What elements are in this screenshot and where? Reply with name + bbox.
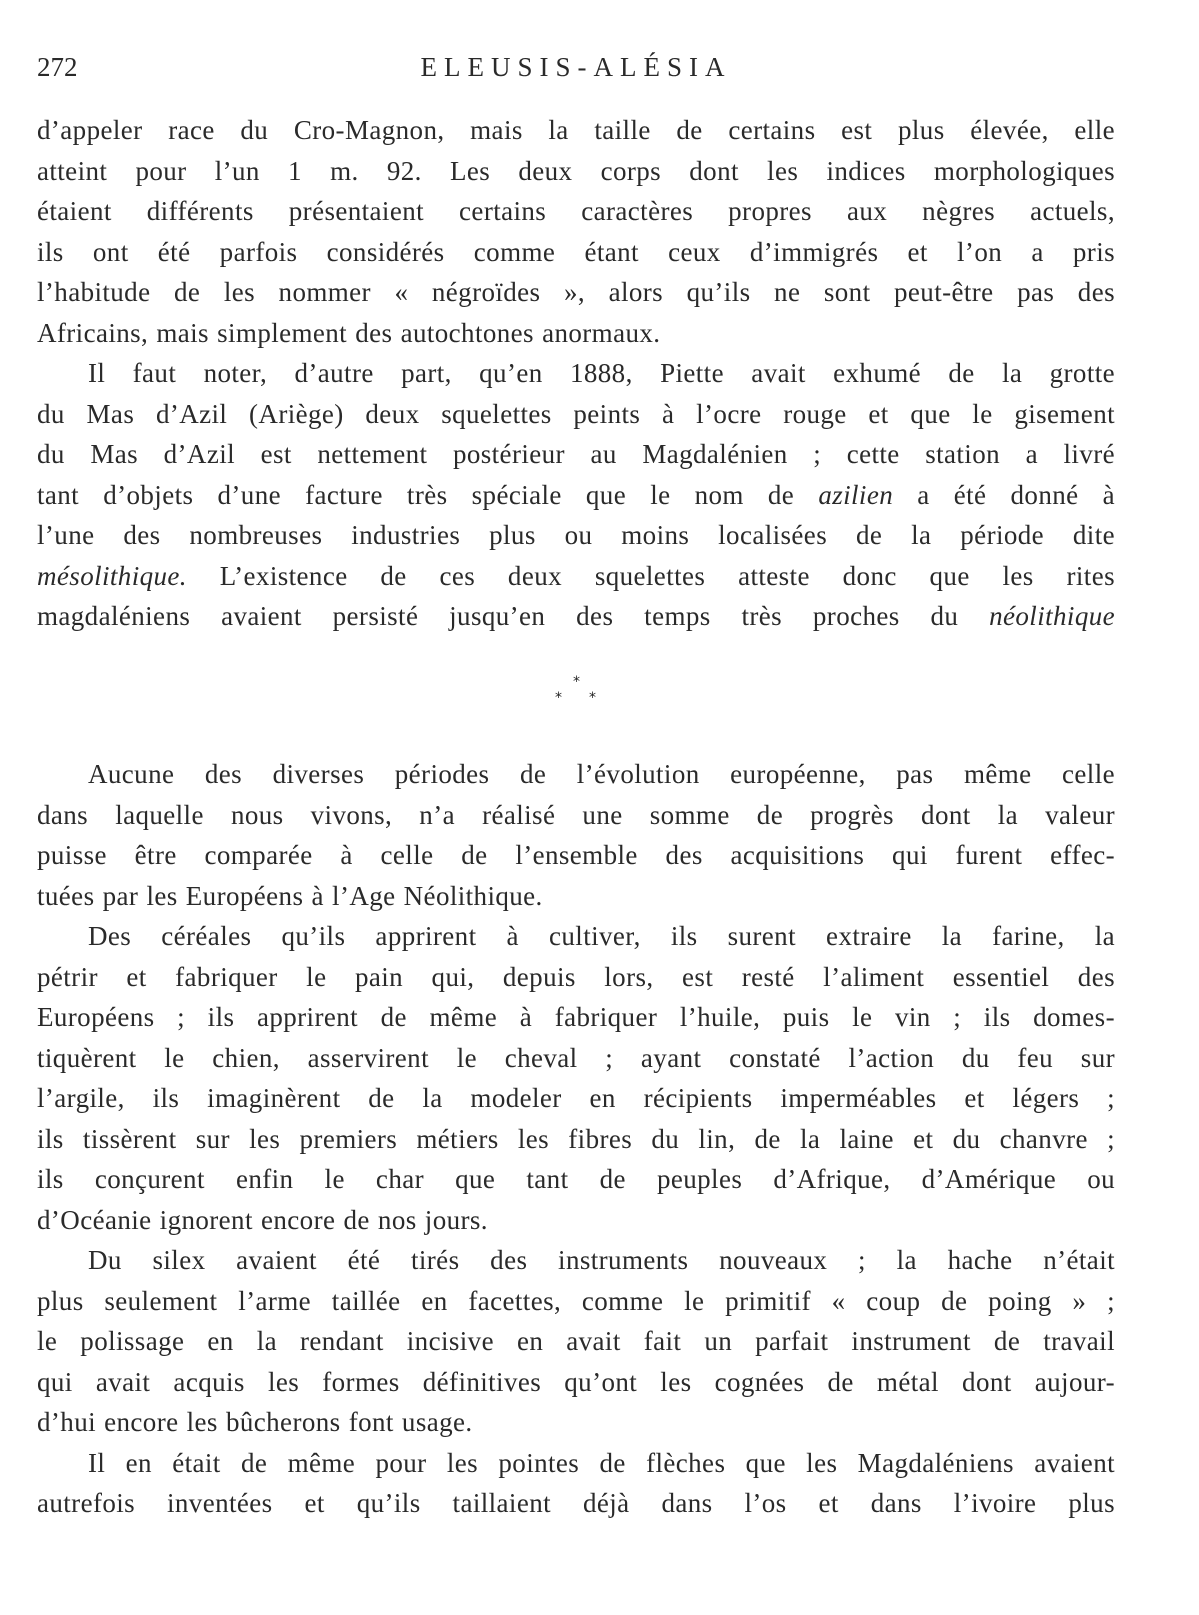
- text-line: autrefois inventées et qu’ils taillaient déjà dans l’os et dans l’ivoire plus: [37, 1488, 1115, 1518]
- text-line: ils tissèrent sur les premiers métiers les fibres du lin, de la laine et du chanvre ;: [37, 1123, 1115, 1154]
- text-line: Il faut noter, d’autre part, qu’en 1888, Piette avait exhumé de la grotte: [88, 358, 1115, 388]
- text-line: Du silex avaient été tirés des instruments nouveaux ; la hache n’était: [88, 1245, 1115, 1275]
- text-line: le polissage en la rendant incisive en avait fait un parfait instrument de travail: [37, 1326, 1115, 1356]
- text-line: du Mas d’Azil est nettement postérieur au Magdalénien ; cette station a livré: [37, 439, 1115, 469]
- text-line: plus seulement l’arme taillée en facettes, comme le primitif « coup de poing » ;: [37, 1285, 1115, 1316]
- asterism-separator: [549, 672, 609, 712]
- text-line: qui avait acquis les formes définitives qu’ont les cognées de métal dont aujour-: [37, 1366, 1115, 1397]
- italic-term: néolithique: [989, 601, 1115, 631]
- text-line: Européens ; ils apprirent de même à fabriquer l’huile, puis le vin ; ils domes-: [37, 1002, 1115, 1032]
- text-line: tuées par les Européens à l’Age Néolithique.: [37, 880, 543, 911]
- text-line: l’habitude de les nommer « négroïdes », alors qu’ils ne sont peut-être pas des: [37, 277, 1115, 307]
- text-line: Des céréales qu’ils apprirent à cultiver, ils surent extraire la farine, la: [88, 921, 1115, 951]
- text-line: Aucune des diverses périodes de l’évolution européenne, pas même celle: [88, 759, 1115, 789]
- page-number: 272: [37, 52, 78, 82]
- text-run: L’existence de ces deux squelettes atteste donc que les rites: [219, 560, 1115, 591]
- text-run: magdaléniens avaient persisté jusqu’en des temps très proches du: [37, 601, 959, 631]
- text-line: d’hui encore les bûcherons font usage.: [37, 1407, 473, 1437]
- separator-star: *: [589, 690, 596, 706]
- italic-term: mésolithique.: [37, 560, 187, 591]
- text-line: pétrir et fabriquer le pain qui, depuis lors, est resté l’aliment essentiel des: [37, 961, 1115, 992]
- text-line: tiquèrent le chien, asservirent le cheval ; ayant constaté l’action du feu sur: [37, 1042, 1115, 1073]
- text-line: puisse être comparée à celle de l’ensemble des acquisitions qui furent effec-: [37, 840, 1115, 870]
- text-section-top: [37, 110, 1115, 637]
- text-line: d’appeler race du Cro-Magnon, mais la taille de certains est plus élevée, elle: [37, 115, 1115, 145]
- text-line: [37, 475, 1115, 516]
- text-line: d’Océanie ignorent encore de nos jours.: [37, 1204, 488, 1235]
- separator-star: *: [573, 674, 580, 690]
- running-head: [37, 52, 1115, 92]
- text-line: Il en était de même pour les pointes de flèches que les Magdaléniens avaient: [88, 1447, 1115, 1478]
- separator-star: *: [555, 690, 562, 706]
- text-line: atteint pour l’un 1 m. 92. Les deux corps dont les indices morphologiques: [37, 155, 1115, 186]
- text-line: ils ont été parfois considérés comme étant ceux d’immigrés et l’on a pris: [37, 236, 1115, 267]
- text-line: ils conçurent enfin le char que tant de peuples d’Afrique, d’Amérique ou: [37, 1164, 1115, 1194]
- text-line: [37, 556, 1115, 597]
- text-run: tant d’objets d’une facture très spéciale que le nom de: [37, 479, 795, 510]
- italic-term: azilien: [818, 479, 894, 510]
- text-section-bottom: [37, 754, 1115, 1524]
- text-line: l’une des nombreuses industries plus ou moins localisées de la période dite: [37, 520, 1115, 550]
- text-run: a été donné à: [917, 479, 1115, 510]
- running-title: ELEUSIS-ALÉSIA: [420, 52, 732, 82]
- text-line: l’argile, ils imaginèrent de la modeler en récipients imperméables et légers ;: [37, 1083, 1115, 1113]
- text-line: Africains, mais simplement des autochtones anormaux.: [37, 317, 661, 348]
- text-line: dans laquelle nous vivons, n’a réalisé une somme de progrès dont la valeur: [37, 799, 1115, 830]
- text-line: du Mas d’Azil (Ariège) deux squelettes peints à l’ocre rouge et que le gisement: [37, 398, 1115, 429]
- text-line: [37, 596, 1115, 637]
- text-line: étaient différents présentaient certains caractères propres aux nègres actuels,: [37, 196, 1115, 226]
